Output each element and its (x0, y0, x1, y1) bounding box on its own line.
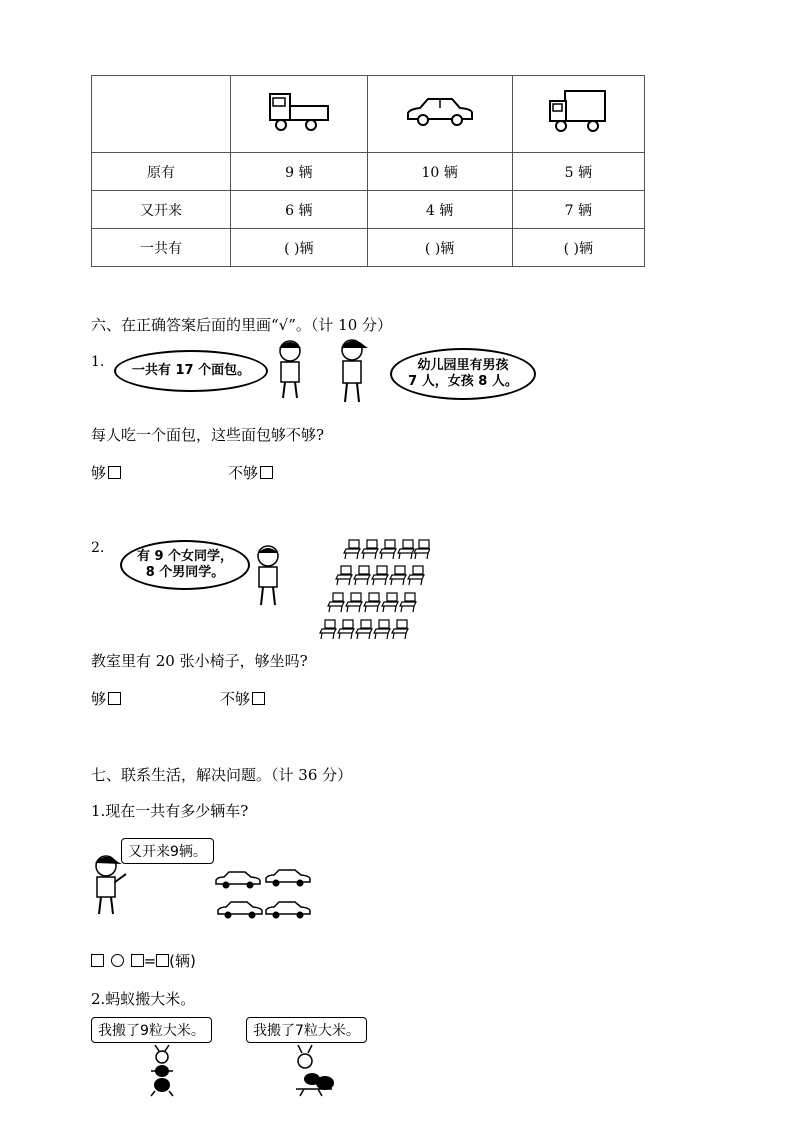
option-label: 够 (91, 464, 107, 482)
q2-number: 2. (91, 540, 105, 556)
speech-text: 我搬了9粒大米。 (98, 1023, 205, 1039)
cell-value: 5 辆 (512, 153, 644, 191)
cell-value: 6 辆 (231, 191, 368, 229)
checkbox-icon[interactable] (108, 466, 121, 479)
operator-circle[interactable] (111, 954, 124, 967)
cell-value: 7 辆 (512, 191, 644, 229)
checkbox-icon[interactable] (252, 692, 265, 705)
table-row (92, 191, 645, 229)
bubble-text-line2: 8 个男同学。 (145, 565, 225, 580)
speech-box (121, 838, 214, 864)
bubble-text-group (137, 549, 233, 581)
boy-with-cap-illustration (332, 336, 372, 406)
truck-icon (267, 90, 331, 134)
cell-value: 4 辆 (367, 191, 512, 229)
section7-q2-title: 2.蚂蚁搬大米。 (91, 990, 196, 1008)
chairs-illustration (318, 538, 430, 646)
row-label: 原有 (92, 153, 231, 191)
option-label: 不够 (228, 464, 259, 482)
section7-heading: 七、联系生活，解决问题。（计 36 分） (91, 766, 353, 784)
option-no[interactable] (228, 462, 273, 483)
option-no[interactable] (220, 688, 265, 709)
van-cell (512, 76, 644, 153)
speech-box (91, 1017, 212, 1043)
q1-number: 1. (91, 354, 105, 370)
formula-row (91, 950, 196, 971)
speech-box (246, 1017, 367, 1043)
table-header-row (92, 76, 645, 153)
car-icon (406, 95, 474, 129)
option-label: 不够 (220, 690, 251, 708)
table-corner-cell (92, 76, 231, 153)
speech-bubble (114, 350, 268, 392)
speech-bubble (120, 540, 250, 590)
car-cell (367, 76, 512, 153)
bubble-text: 一共有 17 个面包。 (131, 363, 251, 378)
boy-illustration (270, 338, 310, 402)
speech-text: 又开来9辆。 (128, 844, 207, 860)
equals-sign: = (143, 952, 157, 970)
van-icon (547, 88, 609, 136)
bubble-text-line2: 7 人，女孩 8 人。 (408, 374, 518, 389)
ant-carrying-rice-illustration (288, 1045, 336, 1097)
truck-cell (231, 76, 368, 153)
blank-box[interactable] (131, 954, 144, 967)
table-row (92, 229, 645, 267)
ant-illustration (145, 1045, 181, 1097)
answer-cell[interactable]: ( )辆 (367, 229, 512, 267)
section7-q1-title: 1.现在一共有多少辆车? (91, 802, 249, 820)
bubble-text-line1: 幼儿园里有男孩 (417, 358, 509, 373)
answer-cell[interactable]: ( )辆 (512, 229, 644, 267)
vehicle-table (91, 75, 645, 267)
bubble-text-group (408, 358, 518, 390)
bubble-text-line1: 有 9 个女同学， (136, 549, 234, 564)
option-yes[interactable] (91, 462, 121, 483)
answer-cell[interactable]: ( )辆 (231, 229, 368, 267)
row-label: 一共有 (92, 229, 231, 267)
formula-unit: (辆) (169, 952, 196, 970)
boy-pointing-illustration (88, 852, 132, 918)
blank-box[interactable] (91, 954, 104, 967)
cell-value: 10 辆 (367, 153, 512, 191)
checkbox-icon[interactable] (108, 692, 121, 705)
q1-question: 每人吃一个面包，这些面包够不够? (91, 426, 325, 444)
checkbox-icon[interactable] (260, 466, 273, 479)
row-label: 又开来 (92, 191, 231, 229)
cell-value: 9 辆 (231, 153, 368, 191)
q2-question: 教室里有 20 张小椅子，够坐吗? (91, 652, 308, 670)
section6-heading: 六、在正确答案后面的里画“√”。（计 10 分） (91, 316, 393, 334)
cars-illustration (213, 866, 313, 930)
speech-text: 我搬了7粒大米。 (253, 1023, 360, 1039)
option-yes[interactable] (91, 688, 121, 709)
table-row (92, 153, 645, 191)
blank-box[interactable] (156, 954, 169, 967)
boy-illustration (250, 543, 286, 609)
speech-bubble (390, 348, 536, 400)
option-label: 够 (91, 690, 107, 708)
